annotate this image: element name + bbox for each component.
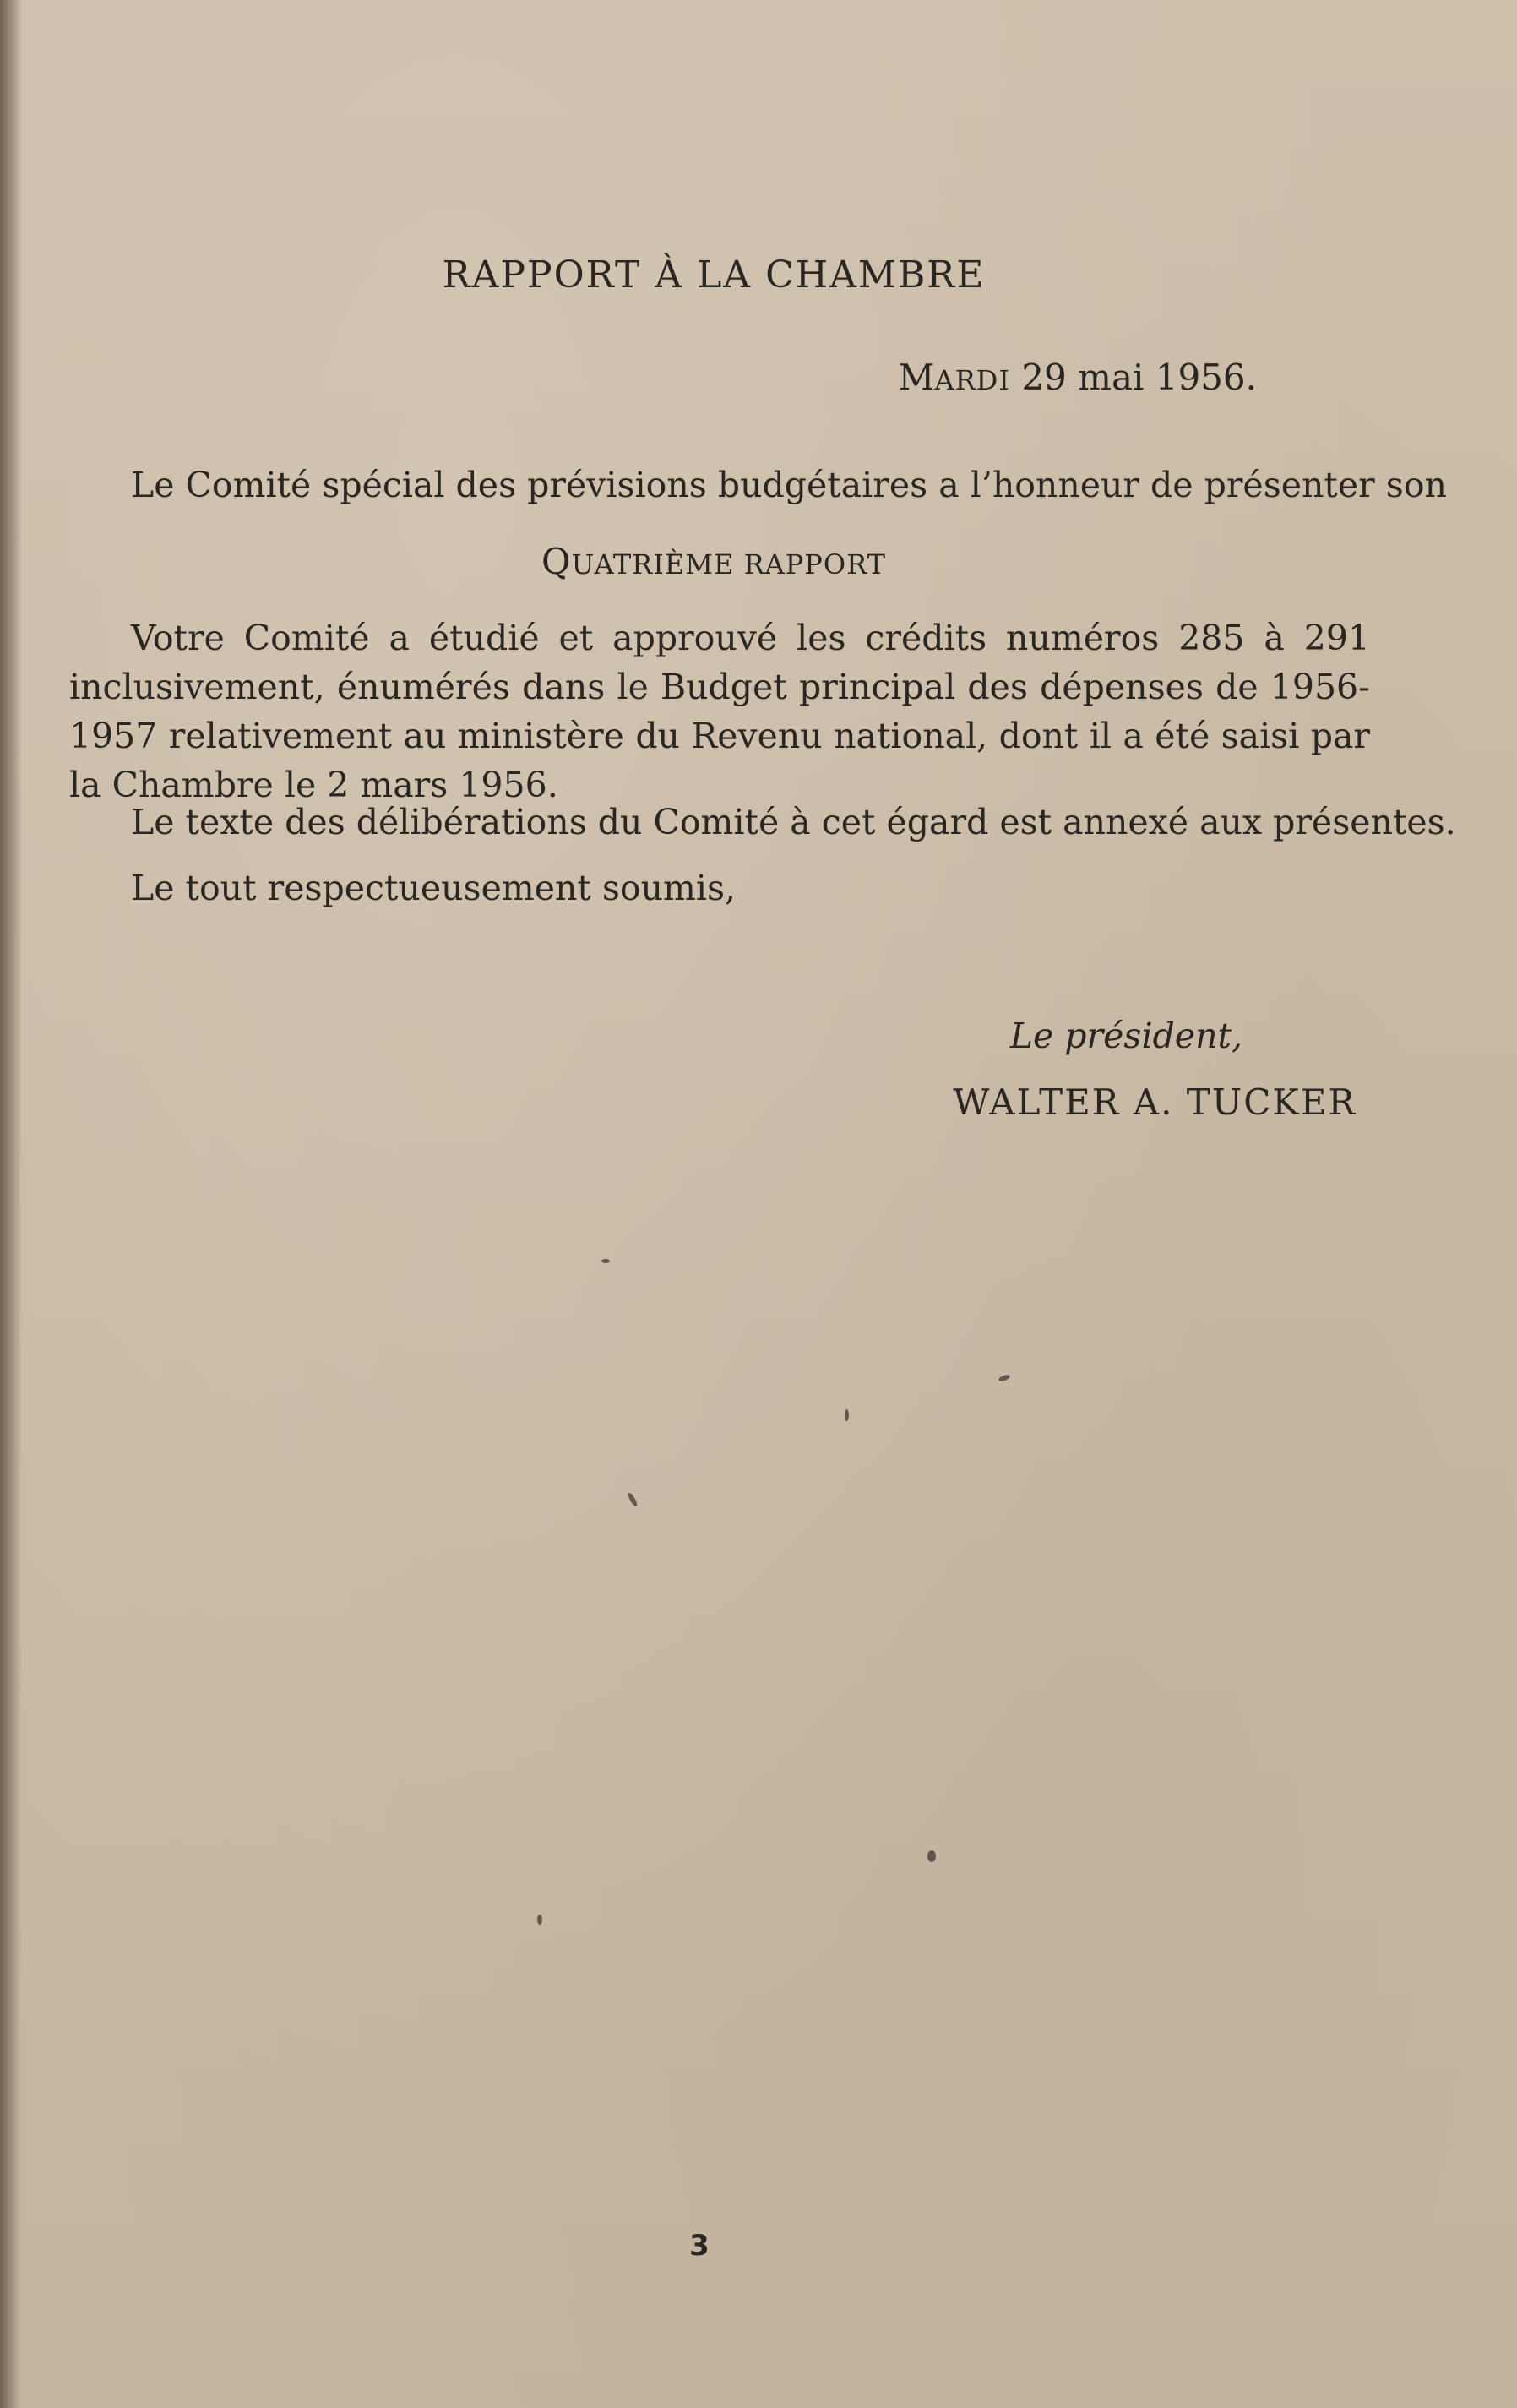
page-binding-edge	[0, 0, 22, 2408]
paper-speck	[927, 1850, 936, 1862]
paper-speck	[627, 1492, 639, 1508]
report-heading-initial: Q	[541, 541, 572, 582]
paper-speck	[845, 1409, 849, 1421]
annex-paragraph: Le texte des délibérations du Comité à cet égard est annexé aux présentes.	[131, 802, 1456, 842]
signature-name: WALTER A. TUCKER	[953, 1081, 1357, 1123]
paper-speck	[601, 1259, 610, 1263]
intro-paragraph: Le Comité spécial des prévisions budgétaires a l’honneur de présenter son	[131, 465, 1447, 505]
page-number: 3	[689, 2229, 710, 2263]
paper-speck	[998, 1374, 1010, 1382]
date-day-initial: M	[898, 357, 935, 398]
paper-speck	[537, 1915, 542, 1925]
body-paragraph: Votre Comité a étudié et approuvé les crédits numéros 285 à 291 inclusivement, énumérés dans le Budget principal des dépenses de 1956-1957 relativement au ministère du Revenu national, dont il a été saisi par la Chambre le 2 mars 1956.	[69, 618, 1370, 805]
signature-title: Le président,	[1009, 1016, 1242, 1056]
report-heading-rest: UATRIÈME RAPPORT	[571, 548, 886, 580]
closing-paragraph: Le tout respectueusement soumis,	[131, 868, 737, 908]
report-date	[898, 357, 1257, 398]
date-day-rest: ARDI	[934, 364, 1010, 396]
date-rest: 29 mai 1956.	[1009, 357, 1257, 398]
report-heading	[0, 541, 1427, 582]
document-title: RAPPORT À LA CHAMBRE	[442, 253, 986, 297]
